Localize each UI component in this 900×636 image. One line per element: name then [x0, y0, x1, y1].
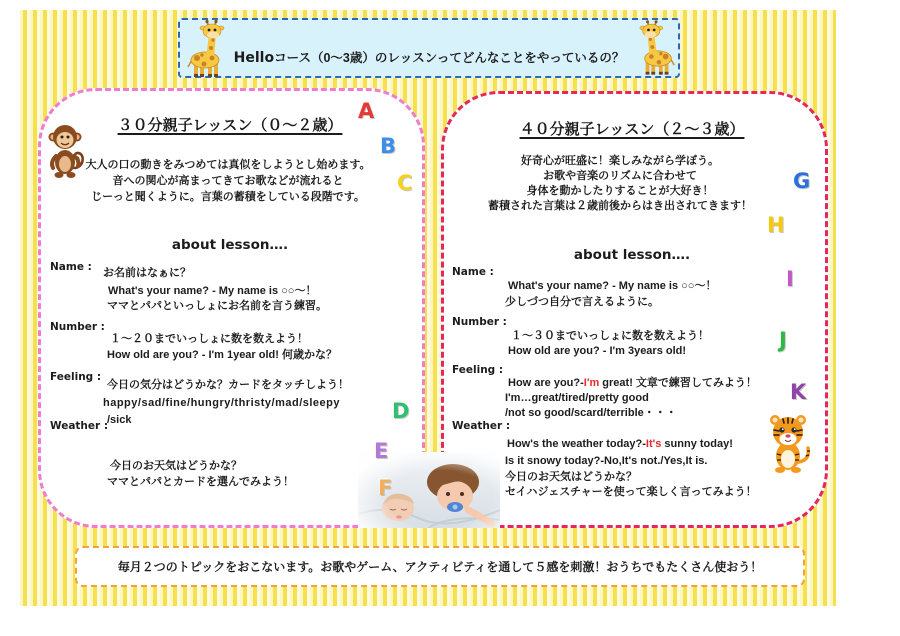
- weather-line-before: How's the weather today?-: [507, 438, 646, 450]
- weather-line: ママとパパとカードを選んでみよう！: [107, 476, 294, 488]
- letter-f: F: [378, 476, 393, 500]
- feeling-label: Feeling :: [452, 364, 504, 376]
- intro-line: 身体を動かしたりすることが大好き！: [526, 185, 714, 197]
- feeling-label: Feeling :: [50, 371, 102, 383]
- name-line: お名前はなぁに？: [103, 267, 191, 279]
- intro-line: 好奇心が旺盛に！楽しみながら学ぼう。: [521, 155, 719, 167]
- weather-line: Is it snowy today?-No,It's not./Yes,It is.: [505, 455, 708, 467]
- about-lesson-heading: about lesson….: [171, 237, 289, 253]
- header-banner: [178, 18, 680, 78]
- panel-intro: [450, 154, 790, 214]
- about-lesson-heading: about lesson….: [573, 247, 691, 263]
- intro-line: 大人の口の動きをみつめては真似をしようとし始めます。: [85, 159, 371, 171]
- footer-text: 毎月２つのトピックをおこないます。お歌やゲーム、アクティビティを通して５感を刺激！おうちでもたくさん使おう！: [117, 559, 763, 574]
- weather-line-highlight: It's: [645, 438, 662, 450]
- weather-line: セイハジェスチャーを使って楽しく言ってみよう！: [505, 486, 757, 498]
- letter-j: J: [779, 328, 787, 352]
- banner-title: [220, 49, 638, 67]
- giraffe-icon: [184, 20, 226, 78]
- letter-a: A: [358, 99, 375, 123]
- feeling-line: /not so good/scard/terrible・・・: [505, 407, 677, 419]
- weather-label: Weather :: [452, 420, 511, 432]
- name-line: What's your name? - My name is ○○～！: [108, 285, 317, 297]
- banner-hello: Hello: [233, 50, 275, 66]
- panel-title-text: ３０分親子レッスン（０～２歳）: [117, 117, 343, 134]
- name-label: Name :: [452, 266, 494, 278]
- intro-line: お歌や音楽のリズムに合わせて: [543, 170, 697, 182]
- footer-note: [75, 546, 805, 587]
- number-line: １～３０までいっしょに数を数えよう！: [511, 330, 709, 342]
- feeling-line-after: great! 文章で練習してみよう！: [599, 377, 757, 389]
- tiger-icon: [766, 414, 812, 474]
- feeling-line: I'm…great/tired/pretty good: [505, 392, 649, 404]
- feeling-line: [508, 376, 757, 390]
- weather-label: Weather :: [50, 420, 109, 432]
- number-line: How old are you? - I'm 1year old! 何歳かな？: [107, 349, 337, 361]
- letter-d: D: [392, 399, 410, 423]
- weather-line: [507, 437, 733, 451]
- monkey-icon: [47, 122, 85, 180]
- panel-title: [60, 116, 400, 136]
- number-label: Number :: [50, 321, 105, 333]
- letter-c: C: [397, 171, 413, 195]
- weather-line: 今日のお天気はどうかな？: [505, 471, 637, 483]
- panel-title-text: ４０分親子レッスン（２～３歳）: [519, 121, 745, 138]
- intro-line: 蓄積された言葉は２歳前後からはき出されてきます！: [488, 200, 752, 212]
- letter-g: G: [793, 169, 811, 193]
- name-line: What's your name? - My name is ○○～！: [508, 280, 717, 292]
- panel-title: [462, 120, 802, 140]
- letter-i: I: [786, 267, 794, 291]
- giraffe-icon: [638, 18, 678, 78]
- letter-e: E: [374, 439, 389, 463]
- panel-intro: [58, 157, 398, 205]
- name-label: Name :: [50, 261, 92, 273]
- feeling-line: /sick: [107, 414, 132, 426]
- number-line: How old are you? - I'm 3years old!: [508, 345, 687, 357]
- number-label: Number :: [452, 316, 507, 328]
- banner-title-rest: コース（0～3歳）のレッスンってどんなことをやっているの？: [274, 51, 625, 65]
- feeling-line-highlight: I'm: [583, 377, 600, 389]
- intro-line: 音への関心が高まってきてお歌などが流れると: [112, 175, 344, 187]
- intro-line: じーっと聞くように。言葉の蓄積をしている段階です。: [91, 191, 365, 203]
- weather-line: 今日のお天気はどうかな？: [110, 460, 242, 472]
- letter-b: B: [380, 134, 397, 158]
- number-line: １～２０までいっしょに数を数えよう！: [110, 333, 308, 345]
- letter-h: H: [767, 213, 785, 237]
- feeling-line-before: How are you?-: [508, 377, 584, 389]
- name-line: ママとパパといっしょにお名前を言う練習。: [107, 300, 327, 312]
- feeling-line: happy/sad/fine/hungry/thristy/mad/sleepy: [103, 397, 340, 409]
- weather-line-after: sunny today!: [661, 438, 733, 450]
- feeling-line: 今日の気分はどうかな？カードをタッチしよう！: [107, 379, 349, 391]
- letter-k: K: [790, 380, 807, 404]
- name-line: 少しづつ自分で言えるように。: [505, 296, 659, 308]
